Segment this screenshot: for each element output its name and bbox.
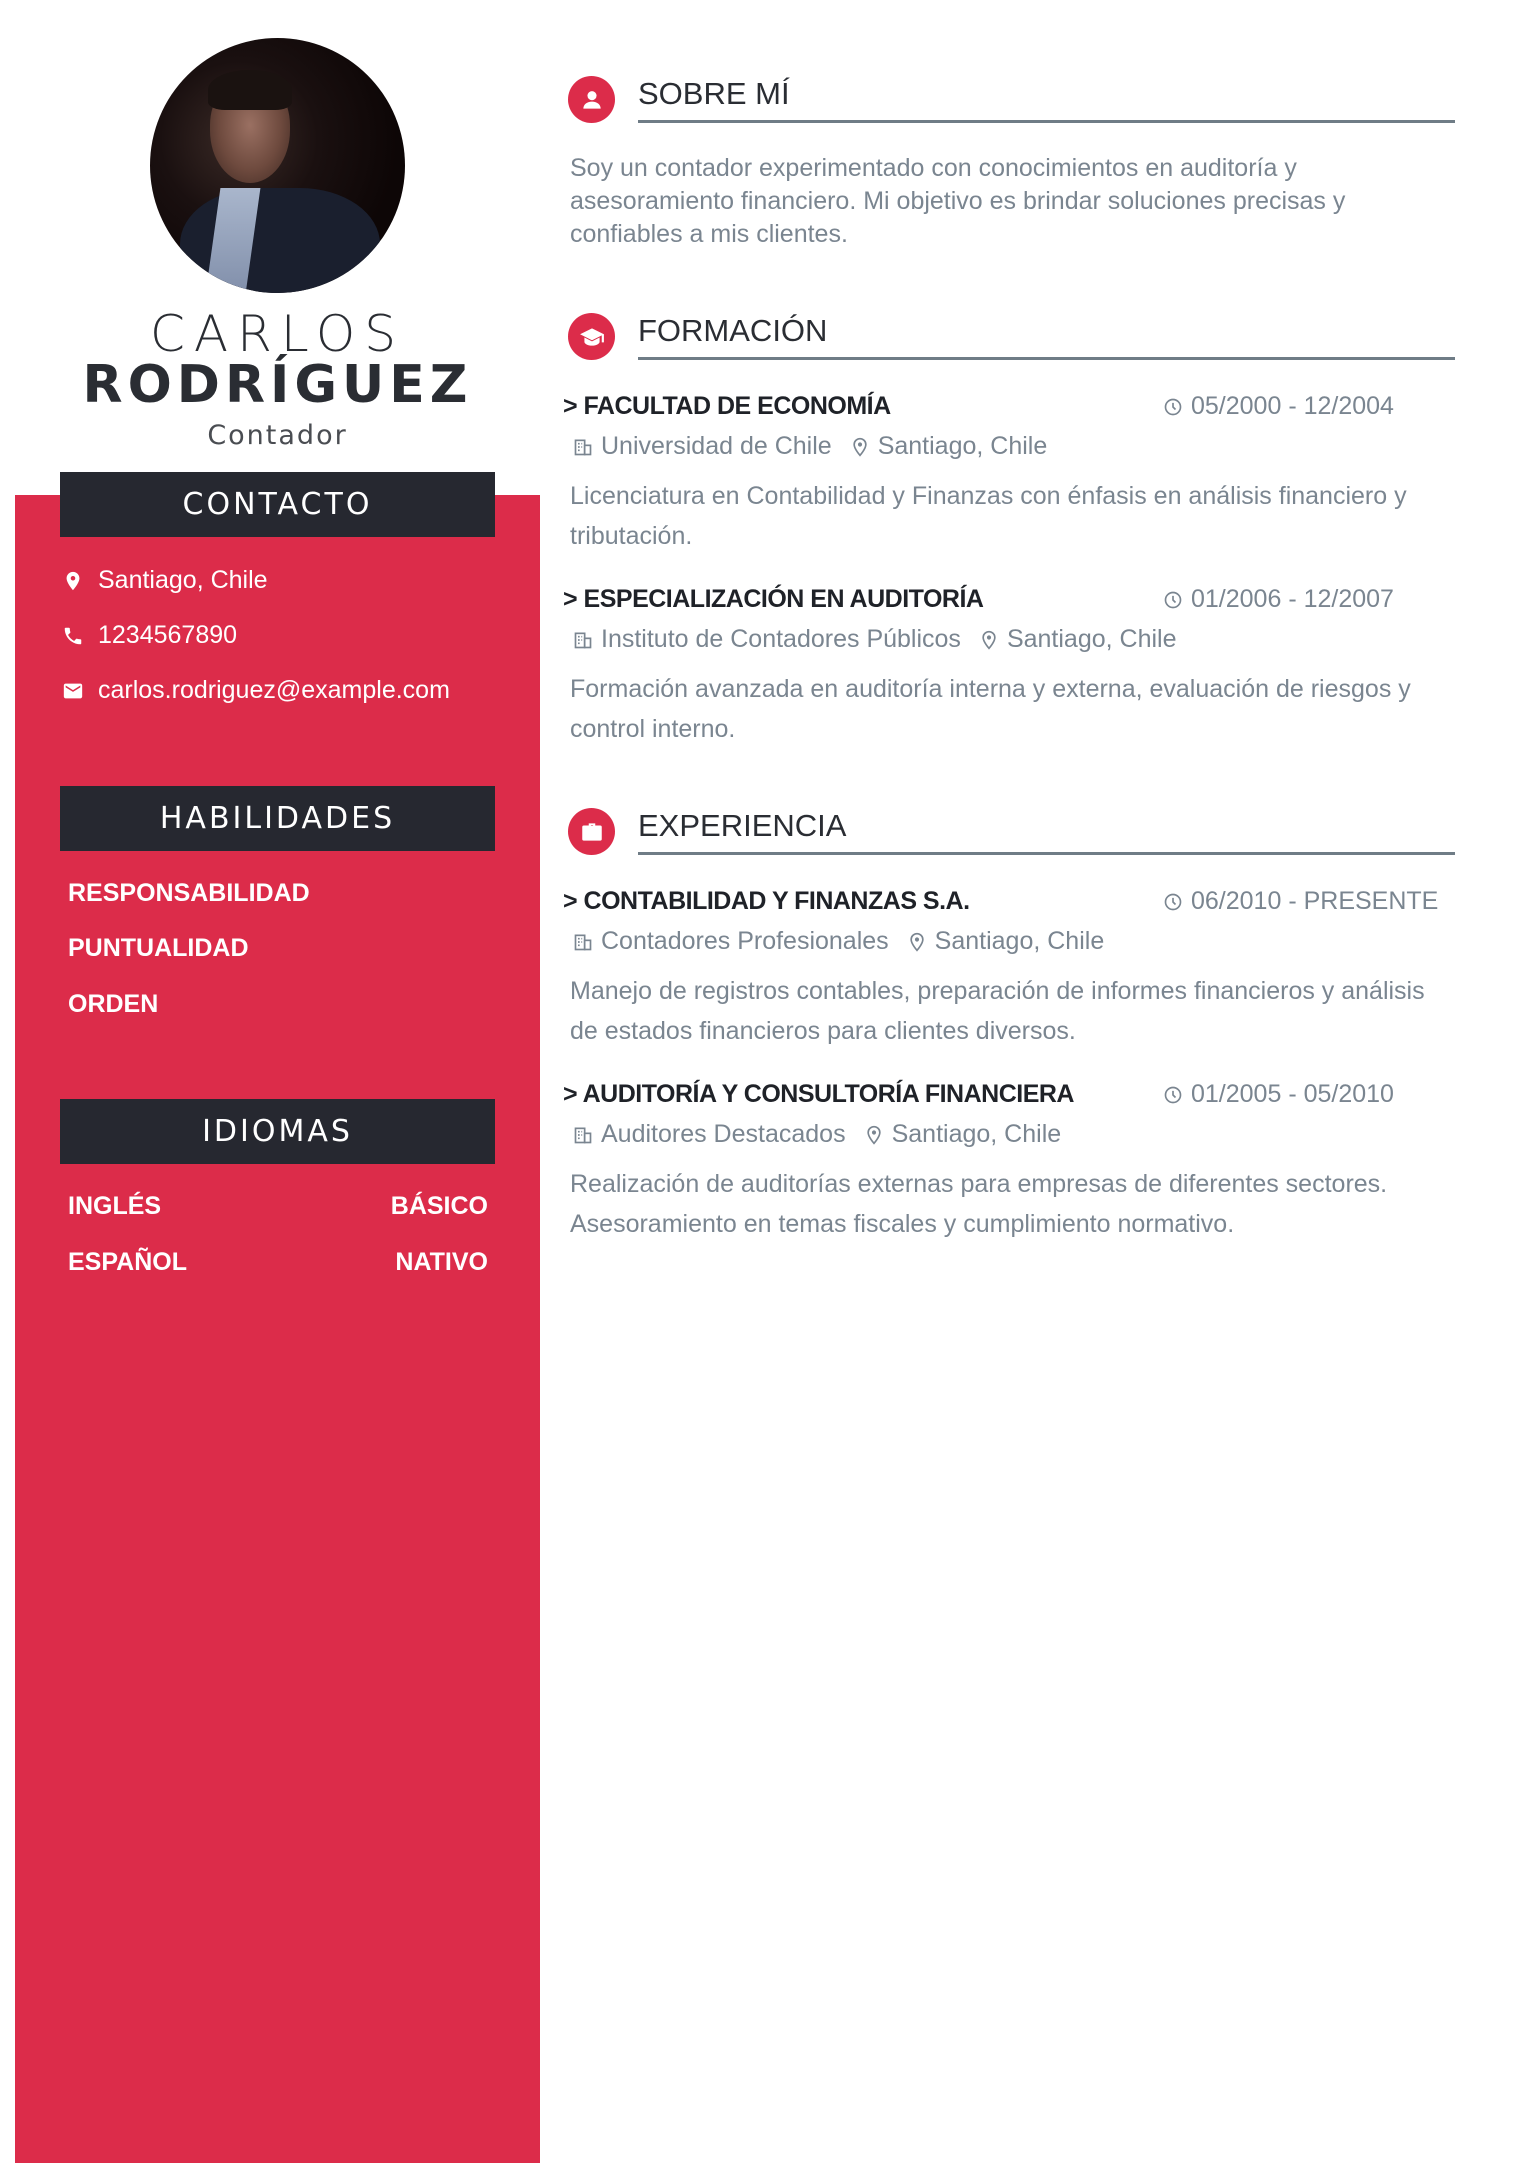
section-divider	[638, 120, 1455, 123]
entry-meta	[573, 927, 1104, 956]
entry-meta	[573, 625, 1177, 654]
entry-title: > AUDITORÍA Y CONSULTORÍA FINANCIERA	[563, 1080, 1074, 1108]
contact-email[interactable]	[62, 676, 450, 705]
contact-heading: CONTACTO	[60, 472, 495, 537]
contact-phone	[62, 621, 237, 650]
location-pin-icon	[907, 932, 927, 952]
user-icon	[568, 76, 615, 123]
clock-icon	[1163, 397, 1183, 417]
first-name: CARLOS	[149, 305, 406, 363]
education-entry	[563, 585, 1453, 755]
building-icon	[573, 932, 593, 952]
experience-heading: EXPERIENCIA	[638, 808, 847, 843]
photo-hair	[208, 70, 292, 110]
language-name: INGLÉS	[68, 1192, 162, 1220]
about-heading: SOBRE MÍ	[638, 76, 790, 111]
language-row	[68, 1192, 488, 1221]
entry-description: Manejo de registros contables, preparación de informes financieros y análisis de estados financieros para clientes diversos.	[570, 977, 1425, 1045]
skill-item: ORDEN	[68, 990, 159, 1018]
entry-dates	[1163, 1080, 1394, 1109]
job-title: Contador	[207, 420, 348, 451]
language-level: BÁSICO	[390, 1192, 488, 1220]
contact-location-text: Santiago, Chile	[98, 566, 268, 594]
briefcase-icon	[568, 808, 615, 855]
entry-dates	[1163, 585, 1394, 614]
education-entry	[563, 392, 1453, 562]
contact-email-text[interactable]: carlos.rodriguez@example.com	[98, 676, 450, 704]
contact-location	[62, 566, 268, 595]
entry-title: > FACULTAD DE ECONOMÍA	[563, 392, 891, 420]
language-level: NATIVO	[395, 1248, 488, 1276]
about-text: Soy un contador experimentado con conocimientos en auditoría y asesoramiento financiero. Mi objetivo es brindar soluciones precisas y confiables a mis clientes.	[570, 154, 1346, 248]
profile-photo	[150, 38, 405, 293]
contact-phone-text: 1234567890	[98, 621, 238, 649]
entry-meta	[573, 1120, 1061, 1149]
graduation-cap-icon	[568, 313, 615, 360]
section-divider	[638, 357, 1455, 360]
entry-meta	[573, 432, 1047, 461]
skills-heading: HABILIDADES	[60, 786, 495, 851]
email-icon	[62, 680, 84, 702]
entry-title: > CONTABILIDAD Y FINANZAS S.A.	[563, 887, 970, 915]
building-icon	[573, 437, 593, 457]
entry-date-text: 01/2006 - 12/2007	[1191, 585, 1394, 613]
location-pin-icon	[62, 570, 84, 592]
skill-item: PUNTUALIDAD	[68, 934, 249, 962]
entry-location: Santiago, Chile	[934, 927, 1105, 955]
building-icon	[573, 630, 593, 650]
entry-description: Formación avanzada en auditoría interna y externa, evaluación de riesgos y control interno.	[570, 675, 1411, 743]
experience-section-header	[568, 800, 1455, 870]
sidebar-background	[15, 495, 540, 2163]
about-section-header	[568, 68, 1455, 138]
entry-location: Santiago, Chile	[1006, 625, 1177, 653]
building-icon	[573, 1125, 593, 1145]
entry-description: Realización de auditorías externas para empresas de diferentes sectores. Asesoramiento en temas fiscales y cumplimiento normativo.	[570, 1170, 1388, 1238]
languages-heading: IDIOMAS	[60, 1099, 495, 1164]
entry-dates	[1163, 392, 1394, 421]
entry-institution: Universidad de Chile	[601, 432, 832, 460]
entry-date-text: 06/2010 - PRESENTE	[1191, 887, 1439, 915]
experience-entry	[563, 1080, 1453, 1250]
education-heading: FORMACIÓN	[638, 313, 828, 348]
entry-dates	[1163, 887, 1438, 916]
language-name: ESPAÑOL	[68, 1248, 187, 1276]
entry-institution: Instituto de Contadores Públicos	[601, 625, 961, 653]
location-pin-icon	[850, 437, 870, 457]
clock-icon	[1163, 590, 1183, 610]
location-pin-icon	[864, 1125, 884, 1145]
skill-item: RESPONSABILIDAD	[68, 879, 310, 907]
entry-title: > ESPECIALIZACIÓN EN AUDITORÍA	[563, 585, 984, 613]
location-pin-icon	[979, 630, 999, 650]
entry-institution: Contadores Profesionales	[601, 927, 889, 955]
clock-icon	[1163, 892, 1183, 912]
phone-icon	[62, 625, 84, 647]
education-section-header	[568, 305, 1455, 375]
entry-date-text: 05/2000 - 12/2004	[1191, 392, 1394, 420]
experience-entry	[563, 887, 1453, 1057]
entry-institution: Auditores Destacados	[601, 1120, 846, 1148]
section-divider	[638, 852, 1455, 855]
language-row	[68, 1248, 488, 1277]
entry-location: Santiago, Chile	[891, 1120, 1062, 1148]
entry-description: Licenciatura en Contabilidad y Finanzas con énfasis en análisis financiero y tributación.	[570, 482, 1407, 550]
entry-date-text: 01/2005 - 05/2010	[1191, 1080, 1394, 1108]
entry-location: Santiago, Chile	[877, 432, 1048, 460]
clock-icon	[1163, 1085, 1183, 1105]
last-name: RODRÍGUEZ	[82, 355, 473, 415]
